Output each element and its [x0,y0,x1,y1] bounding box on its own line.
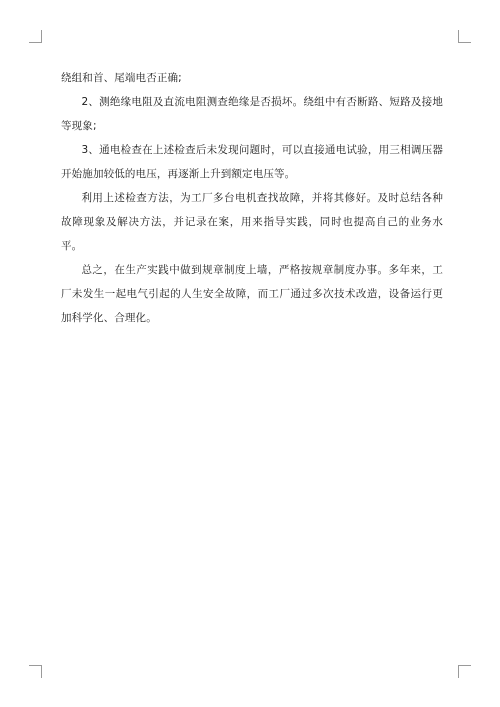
crop-mark-top-left [29,30,42,43]
crop-mark-top-right [458,30,471,43]
paragraph-power-test: 3、通电检查在上述检查后未发现问题时，可以直接通电试验，用三相调压器开始施加较低的电压，再逐渐上升到额定电压等。 [61,144,443,180]
document-body [61,66,443,330]
paragraph-fault-summary: 利用上述检查方法，为工厂多台电机查找故障，并将其修好。及时总结各种故障现象及解决方法，并记录在案，用来指导实践，同时也提高自己的业务水平。 [61,192,443,252]
crop-mark-bottom-right [458,665,471,678]
paragraph-continued: 绕组和首、尾端电否正确; [61,72,182,84]
paragraph-conclusion: 总之，在生产实践中做到规章制度上墙，严格按规章制度办事。多年来，工厂未发生一起电气引起的人生安全故障，而工厂通过多次技术改造，设备运行更加科学化、合理化。 [61,264,443,324]
paragraph-insulation-test: 2、测绝缘电阻及直流电阻测查绝缘是否损坏。绕组中有否断路、短路及接地等现象; [61,96,443,132]
crop-mark-bottom-left [29,665,42,678]
